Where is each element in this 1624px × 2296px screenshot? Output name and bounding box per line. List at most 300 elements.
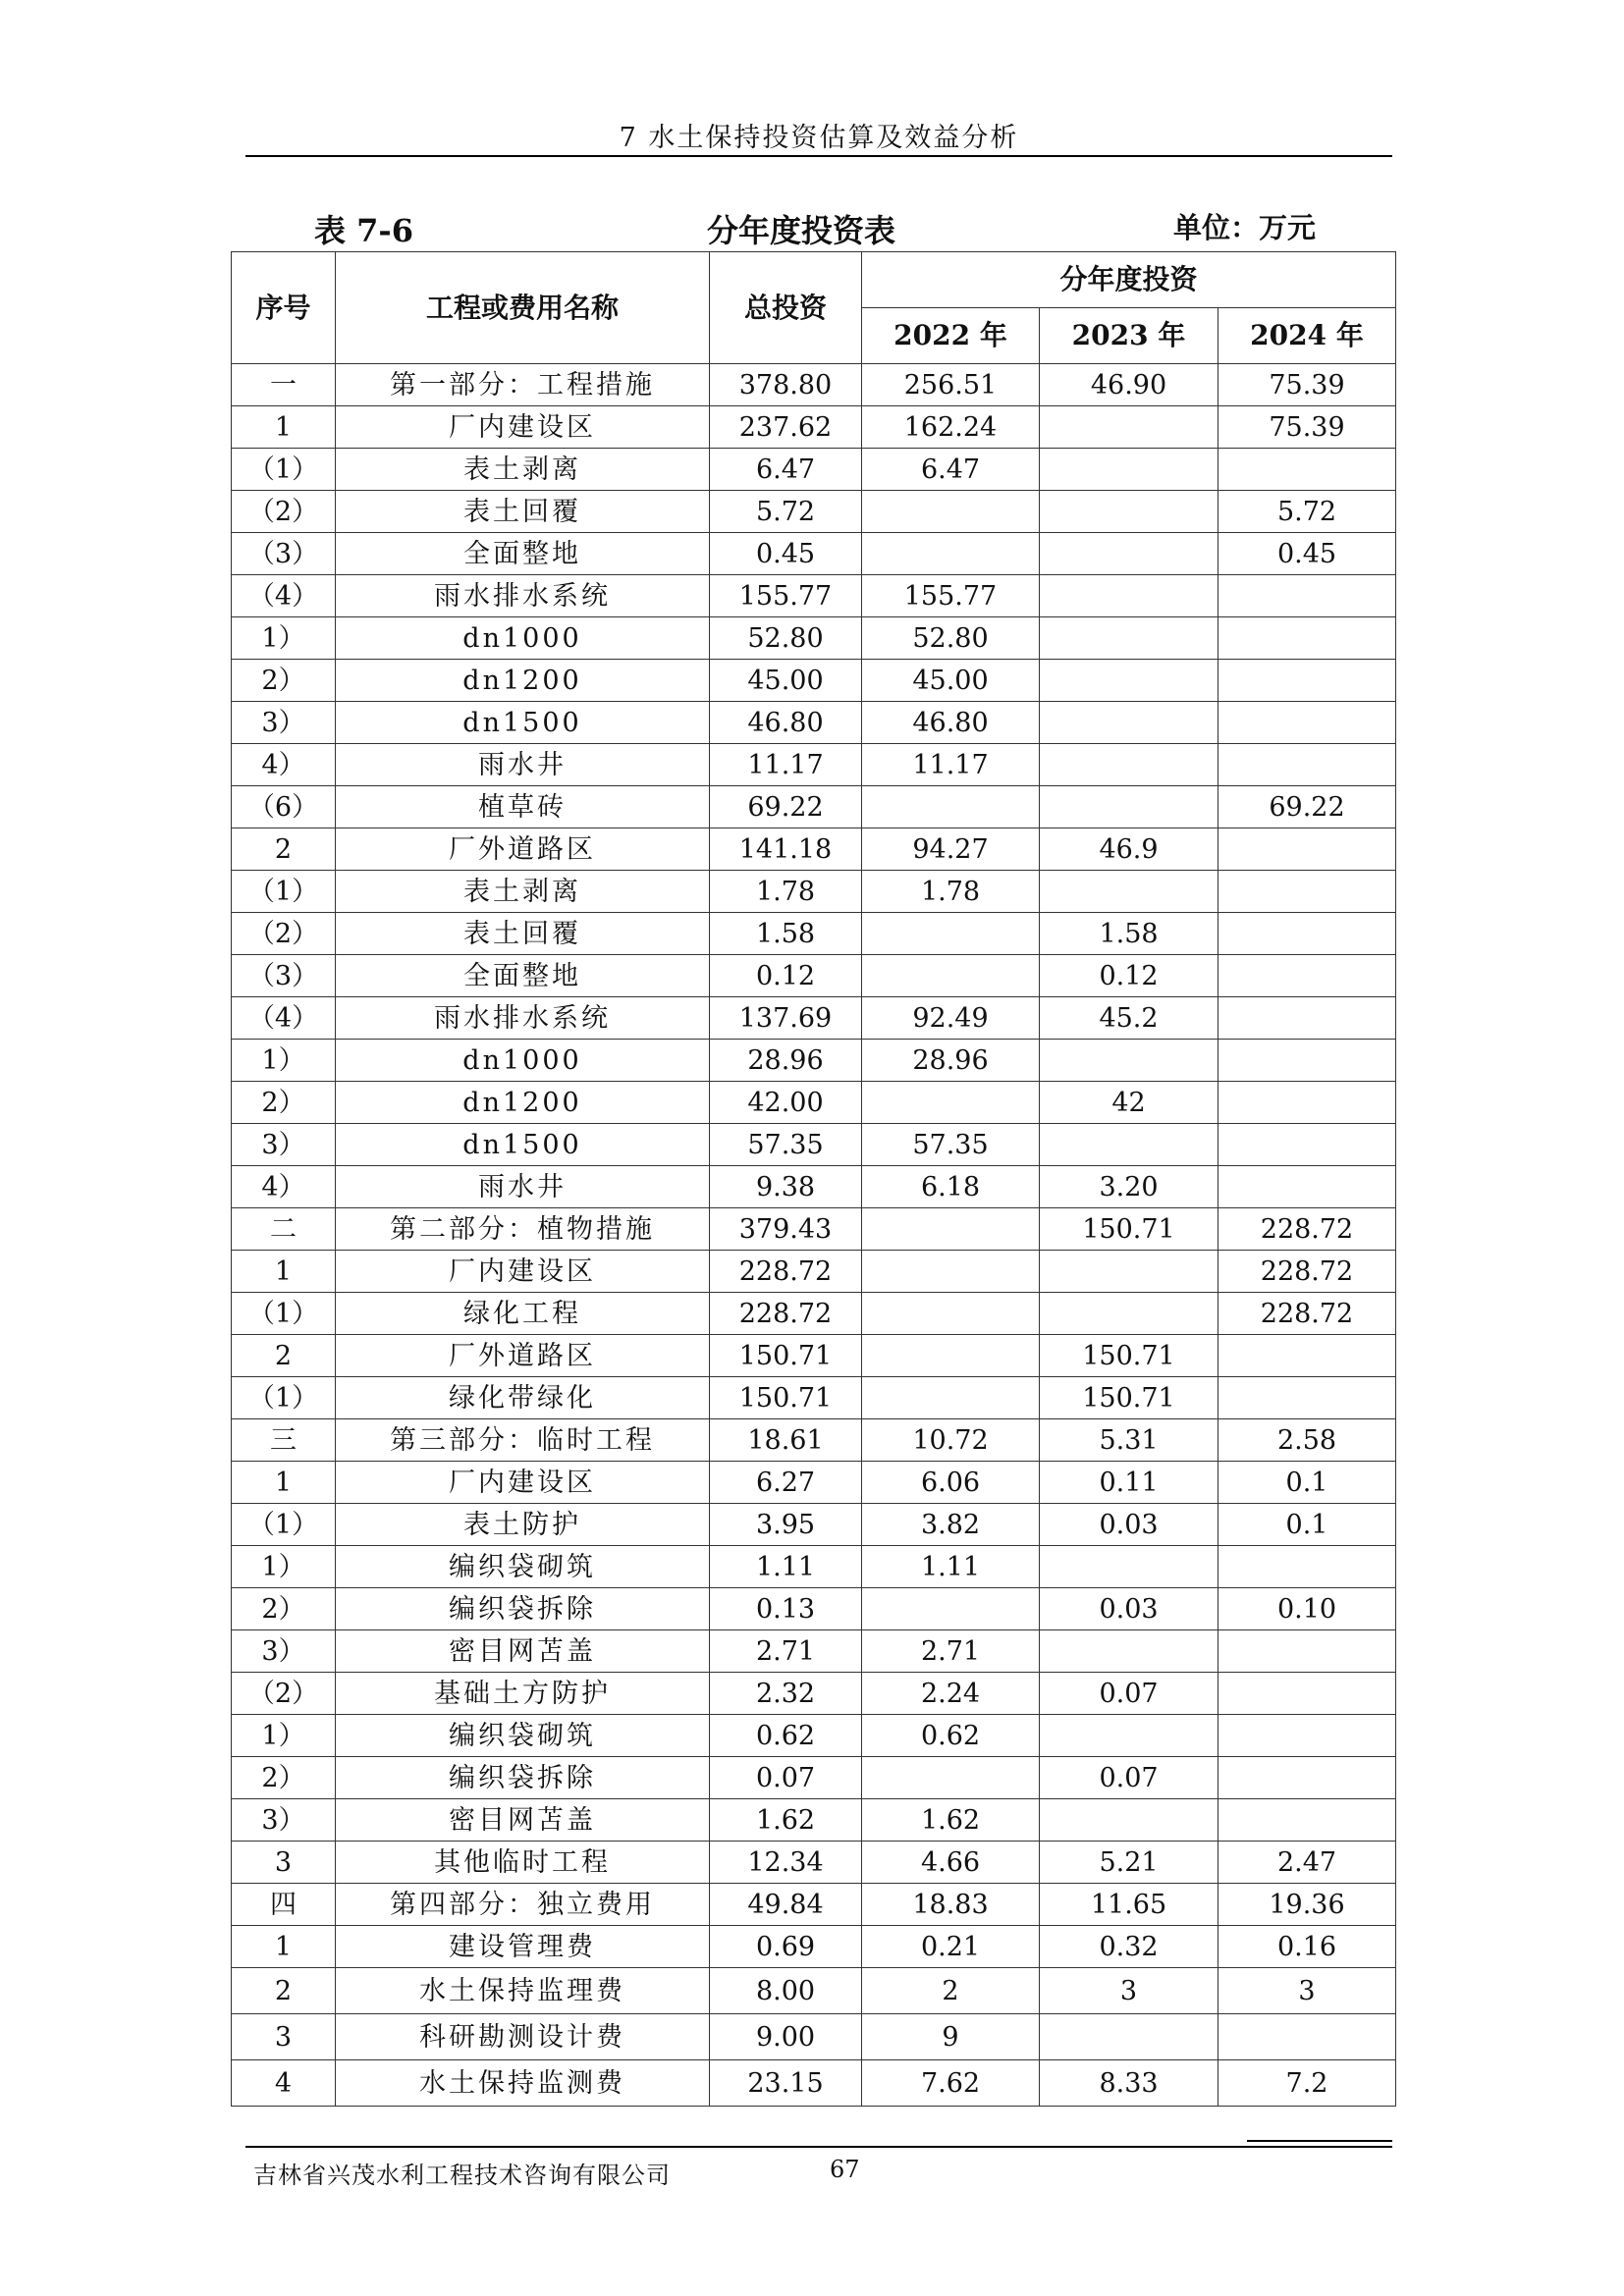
- cell-2023: 11.65: [1040, 1884, 1218, 1926]
- cell-seq: 1: [232, 1251, 336, 1293]
- cell-2023: 46.9: [1040, 828, 1218, 871]
- cell-2024: 69.22: [1218, 786, 1396, 828]
- cell-name: 科研勘测设计费: [336, 2014, 710, 2060]
- cell-seq: 3: [232, 1842, 336, 1884]
- cell-total: 69.22: [710, 786, 862, 828]
- cell-2023: 5.21: [1040, 1842, 1218, 1884]
- table-row: [232, 1419, 1396, 1462]
- cell-2024: 2.47: [1218, 1842, 1396, 1884]
- table-row: [232, 1251, 1396, 1293]
- cell-2023: 46.90: [1040, 364, 1218, 406]
- cell-name: 表土剥离: [336, 871, 710, 913]
- cell-2023: [1040, 786, 1218, 828]
- cell-2024: [1218, 913, 1396, 955]
- cell-total: 228.72: [710, 1251, 862, 1293]
- cell-2022: 94.27: [862, 828, 1040, 871]
- cell-seq: 1）: [232, 1546, 336, 1588]
- cell-2022: [862, 955, 1040, 997]
- cell-total: 49.84: [710, 1884, 862, 1926]
- table-row: [232, 1588, 1396, 1630]
- table-row: [232, 1842, 1396, 1884]
- cell-total: 2.32: [710, 1673, 862, 1715]
- cell-name: 编织袋拆除: [336, 1757, 710, 1799]
- cell-name: 厂内建设区: [336, 1462, 710, 1504]
- cell-2024: [1218, 449, 1396, 491]
- cell-2022: 18.83: [862, 1884, 1040, 1926]
- cell-2024: [1218, 575, 1396, 617]
- table-row: [232, 1082, 1396, 1124]
- cell-2024: [1218, 1715, 1396, 1757]
- cell-total: 1.58: [710, 913, 862, 955]
- cell-total: 3.95: [710, 1504, 862, 1546]
- cell-total: 9.38: [710, 1166, 862, 1208]
- cell-name: 植草砖: [336, 786, 710, 828]
- cell-2022: [862, 913, 1040, 955]
- cell-total: 52.80: [710, 617, 862, 660]
- cell-2024: [1218, 1546, 1396, 1588]
- cell-2022: [862, 491, 1040, 533]
- cell-seq: 4）: [232, 1166, 336, 1208]
- cell-2024: [1218, 828, 1396, 871]
- cell-seq: 1: [232, 406, 336, 449]
- cell-2023: 0.07: [1040, 1757, 1218, 1799]
- cell-2024: [1218, 2014, 1396, 2060]
- cell-2024: [1218, 744, 1396, 786]
- cell-total: 2.71: [710, 1630, 862, 1673]
- cell-2022: 6.47: [862, 449, 1040, 491]
- cell-2023: [1040, 575, 1218, 617]
- cell-total: 150.71: [710, 1377, 862, 1419]
- cell-2024: [1218, 1757, 1396, 1799]
- cell-seq: 1）: [232, 1040, 336, 1082]
- cell-2024: 0.1: [1218, 1462, 1396, 1504]
- cell-seq: （1）: [232, 1504, 336, 1546]
- table-row: [232, 1462, 1396, 1504]
- cell-2024: 5.72: [1218, 491, 1396, 533]
- table-row: [232, 1757, 1396, 1799]
- header-year-2023: 2023 年: [1040, 308, 1218, 364]
- cell-2023: [1040, 406, 1218, 449]
- cell-seq: （1）: [232, 449, 336, 491]
- table-row: [232, 913, 1396, 955]
- cell-name: 第三部分：临时工程: [336, 1419, 710, 1462]
- cell-2023: [1040, 871, 1218, 913]
- cell-2022: [862, 1251, 1040, 1293]
- cell-2023: 150.71: [1040, 1335, 1218, 1377]
- cell-2024: 19.36: [1218, 1884, 1396, 1926]
- cell-2022: 6.18: [862, 1166, 1040, 1208]
- footer-company: 吉林省兴茂水利工程技术咨询有限公司: [253, 2162, 671, 2189]
- cell-2022: 28.96: [862, 1040, 1040, 1082]
- cell-name: 厂外道路区: [336, 1335, 710, 1377]
- table-row: [232, 1546, 1396, 1588]
- cell-2024: [1218, 997, 1396, 1040]
- cell-name: 全面整地: [336, 533, 710, 575]
- cell-total: 379.43: [710, 1208, 862, 1251]
- cell-total: 18.61: [710, 1419, 862, 1462]
- table-row: [232, 1166, 1396, 1208]
- cell-2024: [1218, 1673, 1396, 1715]
- cell-total: 9.00: [710, 2014, 862, 2060]
- cell-seq: 2: [232, 828, 336, 871]
- cell-2023: 0.11: [1040, 1462, 1218, 1504]
- cell-total: 28.96: [710, 1040, 862, 1082]
- cell-seq: （2）: [232, 1673, 336, 1715]
- cell-total: 378.80: [710, 364, 862, 406]
- cell-name: 雨水井: [336, 1166, 710, 1208]
- table-row: [232, 575, 1396, 617]
- table-row: [232, 955, 1396, 997]
- cell-name: 第二部分：植物措施: [336, 1208, 710, 1251]
- cell-seq: 3）: [232, 1799, 336, 1842]
- cell-name: 密目网苫盖: [336, 1799, 710, 1842]
- cell-2023: [1040, 1040, 1218, 1082]
- cell-2024: [1218, 871, 1396, 913]
- cell-seq: （1）: [232, 871, 336, 913]
- cell-2024: 0.45: [1218, 533, 1396, 575]
- cell-name: 表土回覆: [336, 491, 710, 533]
- cell-name: 雨水排水系统: [336, 575, 710, 617]
- cell-2024: 228.72: [1218, 1208, 1396, 1251]
- cell-name: dn1500: [336, 702, 710, 744]
- cell-2024: [1218, 1166, 1396, 1208]
- cell-total: 46.80: [710, 702, 862, 744]
- cell-seq: 1: [232, 1462, 336, 1504]
- cell-seq: 一: [232, 364, 336, 406]
- cell-2022: 155.77: [862, 575, 1040, 617]
- cell-total: 1.11: [710, 1546, 862, 1588]
- table-row: [232, 406, 1396, 449]
- cell-2023: 3: [1040, 1968, 1218, 2014]
- cell-total: 0.45: [710, 533, 862, 575]
- cell-2022: [862, 1588, 1040, 1630]
- cell-seq: 三: [232, 1419, 336, 1462]
- investment-table: [231, 251, 1396, 2107]
- cell-seq: 四: [232, 1884, 336, 1926]
- cell-2023: [1040, 702, 1218, 744]
- header-row-1: [232, 252, 1396, 308]
- cell-seq: （1）: [232, 1377, 336, 1419]
- cell-2024: 3: [1218, 1968, 1396, 2014]
- cell-seq: 2）: [232, 1588, 336, 1630]
- cell-name: 其他临时工程: [336, 1842, 710, 1884]
- cell-name: 编织袋拆除: [336, 1588, 710, 1630]
- cell-name: 厂内建设区: [336, 406, 710, 449]
- cell-2023: [1040, 660, 1218, 702]
- header-yearly-group: 分年度投资: [862, 252, 1396, 308]
- cell-total: 0.07: [710, 1757, 862, 1799]
- cell-seq: （3）: [232, 533, 336, 575]
- cell-2022: 9: [862, 2014, 1040, 2060]
- cell-2022: [862, 1335, 1040, 1377]
- table-row: [232, 871, 1396, 913]
- cell-total: 0.69: [710, 1926, 862, 1968]
- footer-rule: [245, 2146, 1392, 2148]
- cell-name: 表土剥离: [336, 449, 710, 491]
- cell-2024: 75.39: [1218, 364, 1396, 406]
- cell-2023: [1040, 2014, 1218, 2060]
- cell-total: 12.34: [710, 1842, 862, 1884]
- table-row: [232, 1124, 1396, 1166]
- cell-2023: [1040, 1251, 1218, 1293]
- cell-total: 6.27: [710, 1462, 862, 1504]
- cell-seq: （2）: [232, 491, 336, 533]
- cell-seq: （4）: [232, 997, 336, 1040]
- cell-2024: 0.1: [1218, 1504, 1396, 1546]
- table-row: [232, 449, 1396, 491]
- table-row: [232, 1799, 1396, 1842]
- cell-name: 厂外道路区: [336, 828, 710, 871]
- cell-total: 237.62: [710, 406, 862, 449]
- cell-total: 5.72: [710, 491, 862, 533]
- cell-total: 42.00: [710, 1082, 862, 1124]
- cell-2022: 52.80: [862, 617, 1040, 660]
- cell-2022: 11.17: [862, 744, 1040, 786]
- cell-2022: 2.71: [862, 1630, 1040, 1673]
- cell-name: 表土防护: [336, 1504, 710, 1546]
- table-row: [232, 828, 1396, 871]
- cell-name: 水土保持监测费: [336, 2060, 710, 2107]
- cell-2024: 75.39: [1218, 406, 1396, 449]
- table-row: [232, 1040, 1396, 1082]
- table-row: [232, 1968, 1396, 2014]
- table-row: [232, 533, 1396, 575]
- cell-seq: 二: [232, 1208, 336, 1251]
- cell-seq: 3）: [232, 702, 336, 744]
- table-body: [232, 364, 1396, 2107]
- cell-name: 厂内建设区: [336, 1251, 710, 1293]
- cell-2022: 57.35: [862, 1124, 1040, 1166]
- cell-2022: 256.51: [862, 364, 1040, 406]
- cell-2022: 6.06: [862, 1462, 1040, 1504]
- cell-2022: [862, 1757, 1040, 1799]
- cell-2023: [1040, 491, 1218, 533]
- table-unit: 单位：万元: [1173, 211, 1317, 244]
- table-row: [232, 1715, 1396, 1757]
- cell-seq: 3）: [232, 1630, 336, 1673]
- cell-2023: 8.33: [1040, 2060, 1218, 2107]
- cell-total: 11.17: [710, 744, 862, 786]
- page-number: 67: [830, 2156, 860, 2183]
- cell-total: 0.13: [710, 1588, 862, 1630]
- cell-2024: [1218, 702, 1396, 744]
- cell-2022: 92.49: [862, 997, 1040, 1040]
- table-row: [232, 1673, 1396, 1715]
- cell-2024: [1218, 617, 1396, 660]
- cell-2023: 0.07: [1040, 1673, 1218, 1715]
- cell-seq: 2: [232, 1335, 336, 1377]
- cell-name: 绿化工程: [336, 1293, 710, 1335]
- cell-name: 雨水井: [336, 744, 710, 786]
- cell-name: 第一部分：工程措施: [336, 364, 710, 406]
- cell-seq: 2）: [232, 1082, 336, 1124]
- cell-seq: 3）: [232, 1124, 336, 1166]
- cell-2023: [1040, 449, 1218, 491]
- cell-2023: 3.20: [1040, 1166, 1218, 1208]
- cell-seq: 1: [232, 1926, 336, 1968]
- table-row: [232, 1926, 1396, 1968]
- cell-2024: [1218, 1799, 1396, 1842]
- cell-2024: 0.10: [1218, 1588, 1396, 1630]
- header-year-2022: 2022 年: [862, 308, 1040, 364]
- cell-seq: （3）: [232, 955, 336, 997]
- cell-2023: [1040, 1124, 1218, 1166]
- table-row: [232, 617, 1396, 660]
- cell-total: 150.71: [710, 1335, 862, 1377]
- cell-2023: 0.03: [1040, 1504, 1218, 1546]
- cell-name: dn1000: [336, 1040, 710, 1082]
- cell-2023: [1040, 1630, 1218, 1673]
- cell-2023: 150.71: [1040, 1208, 1218, 1251]
- table-row: [232, 1335, 1396, 1377]
- cell-2024: [1218, 1082, 1396, 1124]
- cell-name: 基础土方防护: [336, 1673, 710, 1715]
- table-row: [232, 702, 1396, 744]
- table-row: [232, 1293, 1396, 1335]
- cell-2022: [862, 1082, 1040, 1124]
- cell-seq: 2: [232, 1968, 336, 2014]
- cell-2023: [1040, 1799, 1218, 1842]
- table-row: [232, 2014, 1396, 2060]
- cell-2022: 45.00: [862, 660, 1040, 702]
- cell-seq: （2）: [232, 913, 336, 955]
- cell-total: 228.72: [710, 1293, 862, 1335]
- cell-total: 6.47: [710, 449, 862, 491]
- cell-2024: 2.58: [1218, 1419, 1396, 1462]
- cell-seq: 2）: [232, 660, 336, 702]
- cell-2022: 1.62: [862, 1799, 1040, 1842]
- cell-name: dn1200: [336, 1082, 710, 1124]
- cell-2022: 46.80: [862, 702, 1040, 744]
- cell-2024: [1218, 1630, 1396, 1673]
- cell-2022: 3.82: [862, 1504, 1040, 1546]
- cell-seq: （1）: [232, 1293, 336, 1335]
- cell-name: 第四部分：独立费用: [336, 1884, 710, 1926]
- cell-seq: 1）: [232, 617, 336, 660]
- cell-name: 表土回覆: [336, 913, 710, 955]
- table-row: [232, 744, 1396, 786]
- table-row: [232, 660, 1396, 702]
- table-row: [232, 1630, 1396, 1673]
- cell-total: 0.12: [710, 955, 862, 997]
- cell-total: 45.00: [710, 660, 862, 702]
- cell-seq: 4: [232, 2060, 336, 2107]
- cell-2023: 42: [1040, 1082, 1218, 1124]
- running-header: 7 水土保持投资估算及效益分析: [619, 123, 1019, 153]
- cell-2024: [1218, 1124, 1396, 1166]
- cell-name: 编织袋砌筑: [336, 1715, 710, 1757]
- cell-total: 141.18: [710, 828, 862, 871]
- cell-name: dn1200: [336, 660, 710, 702]
- cell-2024: 228.72: [1218, 1251, 1396, 1293]
- cell-seq: （4）: [232, 575, 336, 617]
- cell-2022: 162.24: [862, 406, 1040, 449]
- cell-2023: [1040, 1715, 1218, 1757]
- cell-2024: 0.16: [1218, 1926, 1396, 1968]
- cell-name: 水土保持监理费: [336, 1968, 710, 2014]
- cell-total: 0.62: [710, 1715, 862, 1757]
- cell-total: 23.15: [710, 2060, 862, 2107]
- cell-name: 全面整地: [336, 955, 710, 997]
- cell-2022: 2: [862, 1968, 1040, 2014]
- cell-2023: 5.31: [1040, 1419, 1218, 1462]
- table-title: 分年度投资表: [707, 212, 896, 249]
- cell-2023: 0.12: [1040, 955, 1218, 997]
- cell-2023: 150.71: [1040, 1377, 1218, 1419]
- cell-2022: [862, 786, 1040, 828]
- table-row: [232, 997, 1396, 1040]
- table-row: [232, 786, 1396, 828]
- cell-2023: 0.32: [1040, 1926, 1218, 1968]
- table-row: [232, 1504, 1396, 1546]
- cell-2023: [1040, 617, 1218, 660]
- cell-seq: 4）: [232, 744, 336, 786]
- cell-2024: [1218, 1040, 1396, 1082]
- cell-seq: 3: [232, 2014, 336, 2060]
- cell-total: 1.62: [710, 1799, 862, 1842]
- cell-2022: [862, 1377, 1040, 1419]
- cell-total: 8.00: [710, 1968, 862, 2014]
- cell-name: dn1500: [336, 1124, 710, 1166]
- cell-2022: 0.21: [862, 1926, 1040, 1968]
- table-number: 表 7-6: [314, 212, 413, 249]
- cell-2024: [1218, 1377, 1396, 1419]
- cell-total: 155.77: [710, 575, 862, 617]
- table-row: [232, 491, 1396, 533]
- table-row: [232, 1884, 1396, 1926]
- cell-2022: 4.66: [862, 1842, 1040, 1884]
- cell-2022: [862, 1293, 1040, 1335]
- cell-2024: 7.2: [1218, 2060, 1396, 2107]
- cell-2024: [1218, 1335, 1396, 1377]
- cell-2022: 1.78: [862, 871, 1040, 913]
- header-rule: [245, 155, 1392, 157]
- cell-2022: 1.11: [862, 1546, 1040, 1588]
- header-name: 工程或费用名称: [336, 252, 710, 364]
- cell-2024: [1218, 955, 1396, 997]
- cell-seq: 2）: [232, 1757, 336, 1799]
- header-seq: 序号: [232, 252, 336, 364]
- cell-total: 57.35: [710, 1124, 862, 1166]
- table-row: [232, 1377, 1396, 1419]
- cell-seq: 1）: [232, 1715, 336, 1757]
- cell-name: 密目网苫盖: [336, 1630, 710, 1673]
- table-row: [232, 2060, 1396, 2107]
- table-row: [232, 1208, 1396, 1251]
- cell-seq: （6）: [232, 786, 336, 828]
- cell-2022: 7.62: [862, 2060, 1040, 2107]
- cell-name: 绿化带绿化: [336, 1377, 710, 1419]
- cell-2023: 1.58: [1040, 913, 1218, 955]
- footer-rule-accent: [1247, 2140, 1392, 2142]
- cell-2024: [1218, 660, 1396, 702]
- header-total: 总投资: [710, 252, 862, 364]
- table-row: [232, 364, 1396, 406]
- cell-2023: [1040, 1293, 1218, 1335]
- cell-2024: 228.72: [1218, 1293, 1396, 1335]
- cell-name: 雨水排水系统: [336, 997, 710, 1040]
- cell-2023: [1040, 744, 1218, 786]
- cell-2022: 10.72: [862, 1419, 1040, 1462]
- cell-name: dn1000: [336, 617, 710, 660]
- cell-name: 建设管理费: [336, 1926, 710, 1968]
- cell-2023: 0.03: [1040, 1588, 1218, 1630]
- cell-2023: 45.2: [1040, 997, 1218, 1040]
- cell-name: 编织袋砌筑: [336, 1546, 710, 1588]
- cell-2022: [862, 1208, 1040, 1251]
- cell-2023: [1040, 533, 1218, 575]
- header-year-2024: 2024 年: [1218, 308, 1396, 364]
